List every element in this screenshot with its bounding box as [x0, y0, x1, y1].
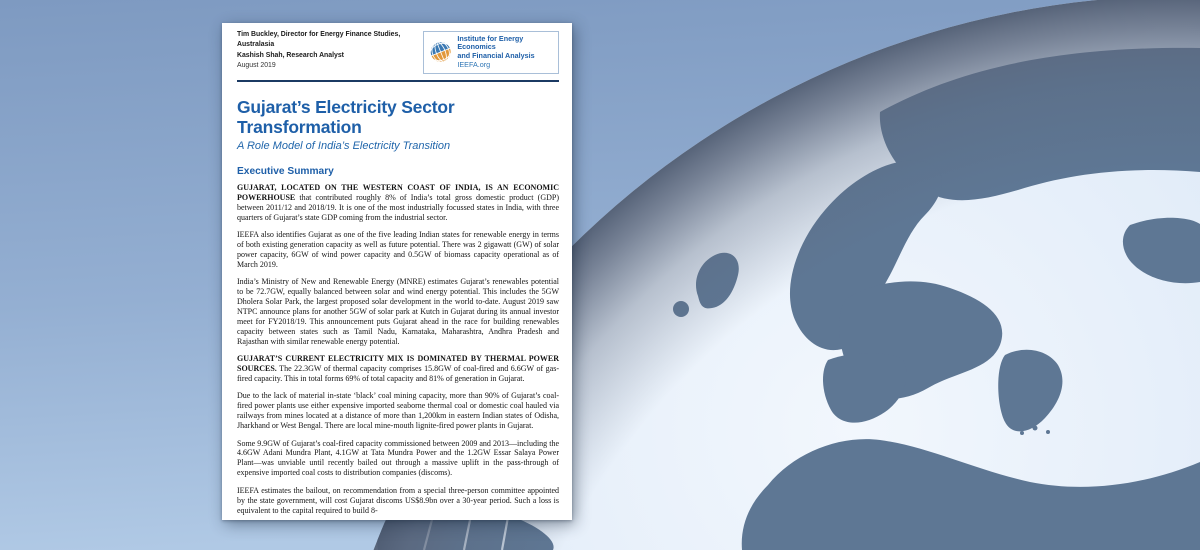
report-subtitle: A Role Model of India’s Electricity Transition [237, 140, 451, 153]
paragraph [237, 486, 559, 516]
paragraph-text: India’s Ministry of New and Renewable Energy (MNRE) estimates Gujarat’s renewables potential to be 72.7GW, equally balanced between solar and wind energy potential. This includes the 5GW Dholera Solar Park, the largest proposed solar development in the world to-date. August 2019 saw NTPC announce plans for another 5GW of solar park at Kutch in Gujarat during its annual investor meet for FY2018/19. This announcement puts Gujarat ahead in the race for building renewables capacity between states such as Tamil Nadu, Karnataka, Maharashtra, Andhra Pradesh and Rajasthan with similar renewable energy potential. [237, 277, 559, 346]
paragraph-text: Due to the lack of material in-state ‘black’ coal mining capacity, more than 90% of Gujarat’s coal-fired power plants use either expensive imported seaborne thermal coal or domestic coal hauled via railways from mines located at a distance of more than 1,200km in eastern Indian states of Odisha, Jharkhand or West Bengal. There are local mine-mouth lignite-fired power plants in Gujarat. [237, 391, 559, 431]
org-name-line1: Institute for Energy Economics [457, 34, 524, 52]
author-line: Tim Buckley, Director for Energy Finance Studies, Australasia [237, 31, 401, 49]
paragraph [237, 439, 559, 479]
ieefa-logo [423, 31, 559, 74]
paragraph [237, 277, 559, 346]
header-rule [237, 80, 559, 82]
ieefa-logo-text [457, 35, 553, 70]
report-header [237, 30, 559, 74]
org-website: IEEFA.org [457, 60, 491, 70]
paragraph-text: IEEFA estimates the bailout, on recommendation from a special three-person committee appointed by the state government, will cost Gujarat discoms US$8.9bn over a 30-year period. Such a loss is equivalent to the capital required to build 8- [237, 485, 559, 515]
section-heading: Executive Summary [237, 166, 334, 178]
paragraph [237, 230, 559, 270]
paragraph-text: IEEFA also identifies Gujarat as one of the five leading Indian states for renewable energy in terms of both existing generation capacity as well as future potential. There was 2 gigawatt (GW) of solar power capacity, 6GW of wind power capacity and 0.5GW of biomass capacity operational as of March 2019. [237, 230, 559, 269]
paragraph-lead: GUJARAT’S CURRENT ELECTRICITY MIX IS DOMINATED BY THERMAL POWER SOURCES. [237, 354, 559, 374]
org-name-line2: and Financial Analysis [457, 50, 535, 60]
paragraph-text: Some 9.9GW of Gujarat’s coal-fired capacity commissioned between 2009 and 2013—including the 4.6GW Adani Mundra Plant, 4.1GW at Tata Mundra Power and the 1.2GW Essar Salaya Power Plant—was unviable until recently bailed out through a massive uplift in the pass-through of expensive imported coal costs to distribution companies (discoms). [237, 438, 559, 478]
header-authors [237, 30, 423, 71]
paragraph-text: that contributed roughly 8% of India’s total gross domestic product (GDP) between 2011/12 and 2018/19. It is one of the most industrially focussed states in India, with three quarters of Gujarat’s state GDP coming from the industrial sector. [237, 193, 559, 222]
paragraph-lead: GUJARAT, LOCATED ON THE WESTERN COAST OF INDIA, IS AN ECONOMIC POWERHOUSE [237, 183, 559, 203]
publication-date: August 2019 [237, 62, 276, 70]
paragraph [237, 391, 559, 431]
paragraph [237, 354, 559, 384]
report-title: Gujarat’s Electricity Sector Transformation [237, 96, 455, 137]
author-line: Kashish Shah, Research Analyst [237, 51, 344, 59]
report-page[interactable] [222, 23, 572, 520]
ieefa-globe-icon [429, 39, 452, 65]
executive-summary-body [237, 183, 559, 515]
paragraph-text: The 22.3GW of thermal capacity comprises 15.8GW of coal-fired and 6.6GW of gas-fired capacity. This in total forms 69% of total capacity and 81% of generation in Gujarat. [237, 364, 559, 384]
paragraph [237, 183, 559, 223]
